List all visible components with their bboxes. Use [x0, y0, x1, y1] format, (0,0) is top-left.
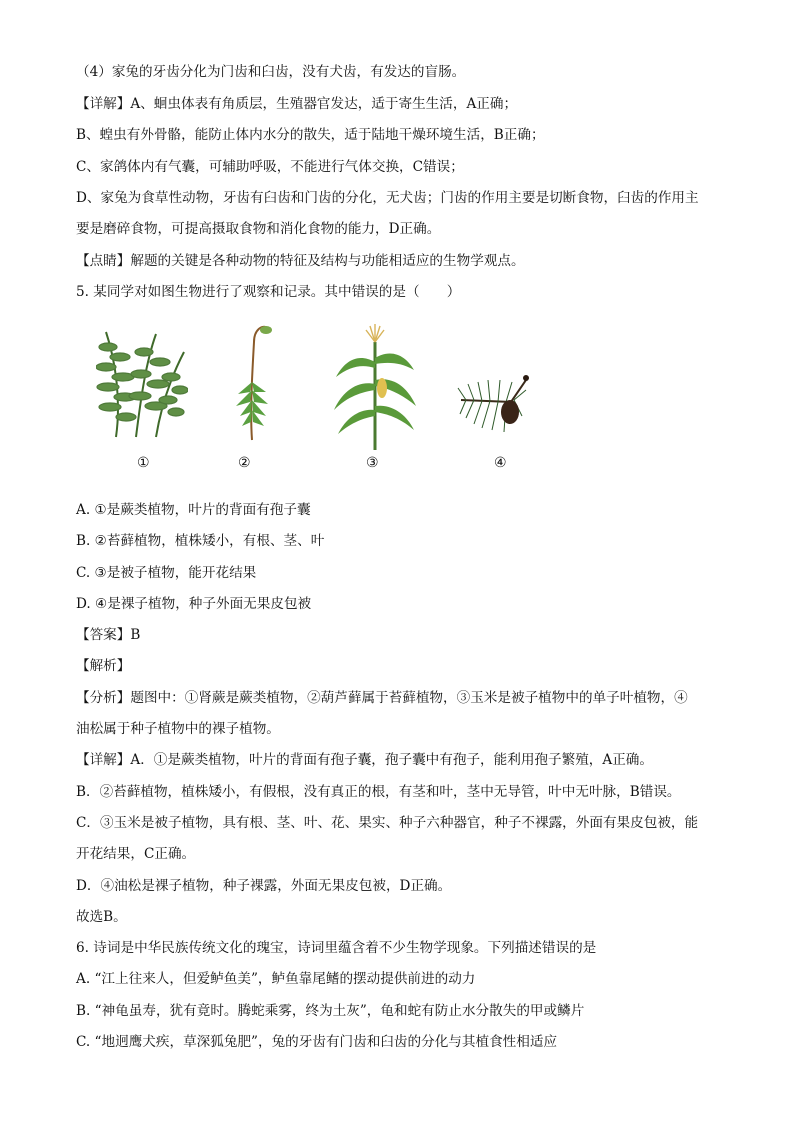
figure-label: ③	[366, 455, 379, 471]
figure-label: ①	[137, 455, 150, 471]
text-line: D、家兔为食草性动物，牙齿有臼齿和门齿的分化，无犬齿；门齿的作用主要是切断食物，臼齿的作用主	[76, 190, 699, 206]
option-c: C. ③是被子植物，能开花结果	[76, 565, 257, 581]
pine-branch-image	[456, 370, 536, 440]
q6-option-c: C. “地迥鹰犬疾，草深狐兔肥”，兔的牙齿有门齿和臼齿的分化与其植食性相适应	[76, 1034, 558, 1050]
text-line: 【点睛】解题的关键是各种动物的特征及结构与功能相适应的生物学观点。	[76, 253, 525, 269]
fern-plant-image	[96, 322, 188, 442]
analysis-line: C．③玉米是被子植物，具有根、茎、叶、花、果实、种子六种器官，种子不裸露，外面有果皮包被，能	[76, 815, 699, 831]
text-line: C、家鸽体内有气囊，可辅助呼吸，不能进行气体交换，C错误；	[76, 159, 464, 175]
analysis-line: 开花结果，C正确。	[76, 846, 196, 862]
analysis-line: B．②苔藓植物，植株矮小，有假根，没有真正的根，有茎和叶，茎中无导管，叶中无叶脉，B错误。	[76, 784, 681, 800]
text-line: 要是磨碎食物，可提高摄取食物和消化食物的能力，D正确。	[76, 221, 441, 237]
option-a: A. ①是蕨类植物，叶片的背面有孢子囊	[76, 502, 311, 518]
text-line: B、蝗虫有外骨骼，能防止体内水分的散失，适于陆地干燥环境生活，B正确；	[76, 127, 545, 143]
q6-option-a: A. “江上往来人，但爱鲈鱼美”，鲈鱼靠尾鳍的摆动提供前进的动力	[76, 971, 476, 987]
analysis-title: 【解析】	[76, 658, 131, 674]
q6-option-b: B. “神龟虽寿，犹有竟时。腾蛇乘雾，终为土灰”，龟和蛇有防止水分散失的甲或鳞片	[76, 1003, 585, 1019]
moss-plant-image	[230, 322, 276, 446]
analysis-line: 油松属于种子植物中的裸子植物。	[76, 721, 280, 737]
corn-plant-image	[332, 322, 418, 452]
analysis-line: D．④油松是裸子植物，种子裸露，外面无果皮包被，D正确。	[76, 878, 452, 894]
analysis-line: 【分析】题图中：①肾蕨是蕨类植物，②葫芦藓属于苔藓植物，③玉米是被子植物中的单子叶植物，④	[76, 690, 688, 706]
question-6-stem: 6. 诗词是中华民族传统文化的瑰宝，诗词里蕴含着不少生物学现象。下列描述错误的是	[76, 940, 597, 956]
text-line: 【详解】A、蛔虫体表有角质层，生殖器官发达，适于寄生生活，A正确；	[76, 96, 518, 112]
question-5-stem: 5. 某同学对如图生物进行了观察和记录。其中错误的是（ ）	[76, 284, 461, 300]
option-d: D. ④是裸子植物，种子外面无果皮包被	[76, 596, 312, 612]
analysis-line: 故选B。	[76, 909, 127, 925]
analysis-line: 【详解】A．①是蕨类植物，叶片的背面有孢子囊，孢子囊中有孢子，能利用孢子繁殖，A正确。	[76, 752, 653, 768]
option-b: B. ②苔藓植物，植株矮小，有根、茎、叶	[76, 533, 325, 549]
text-line: （4）家兔的牙齿分化为门齿和臼齿，没有犬齿，有发达的盲肠。	[76, 64, 466, 80]
figure-label: ④	[494, 455, 507, 471]
answer: 【答案】B	[76, 627, 141, 643]
figure-label: ②	[238, 455, 251, 471]
